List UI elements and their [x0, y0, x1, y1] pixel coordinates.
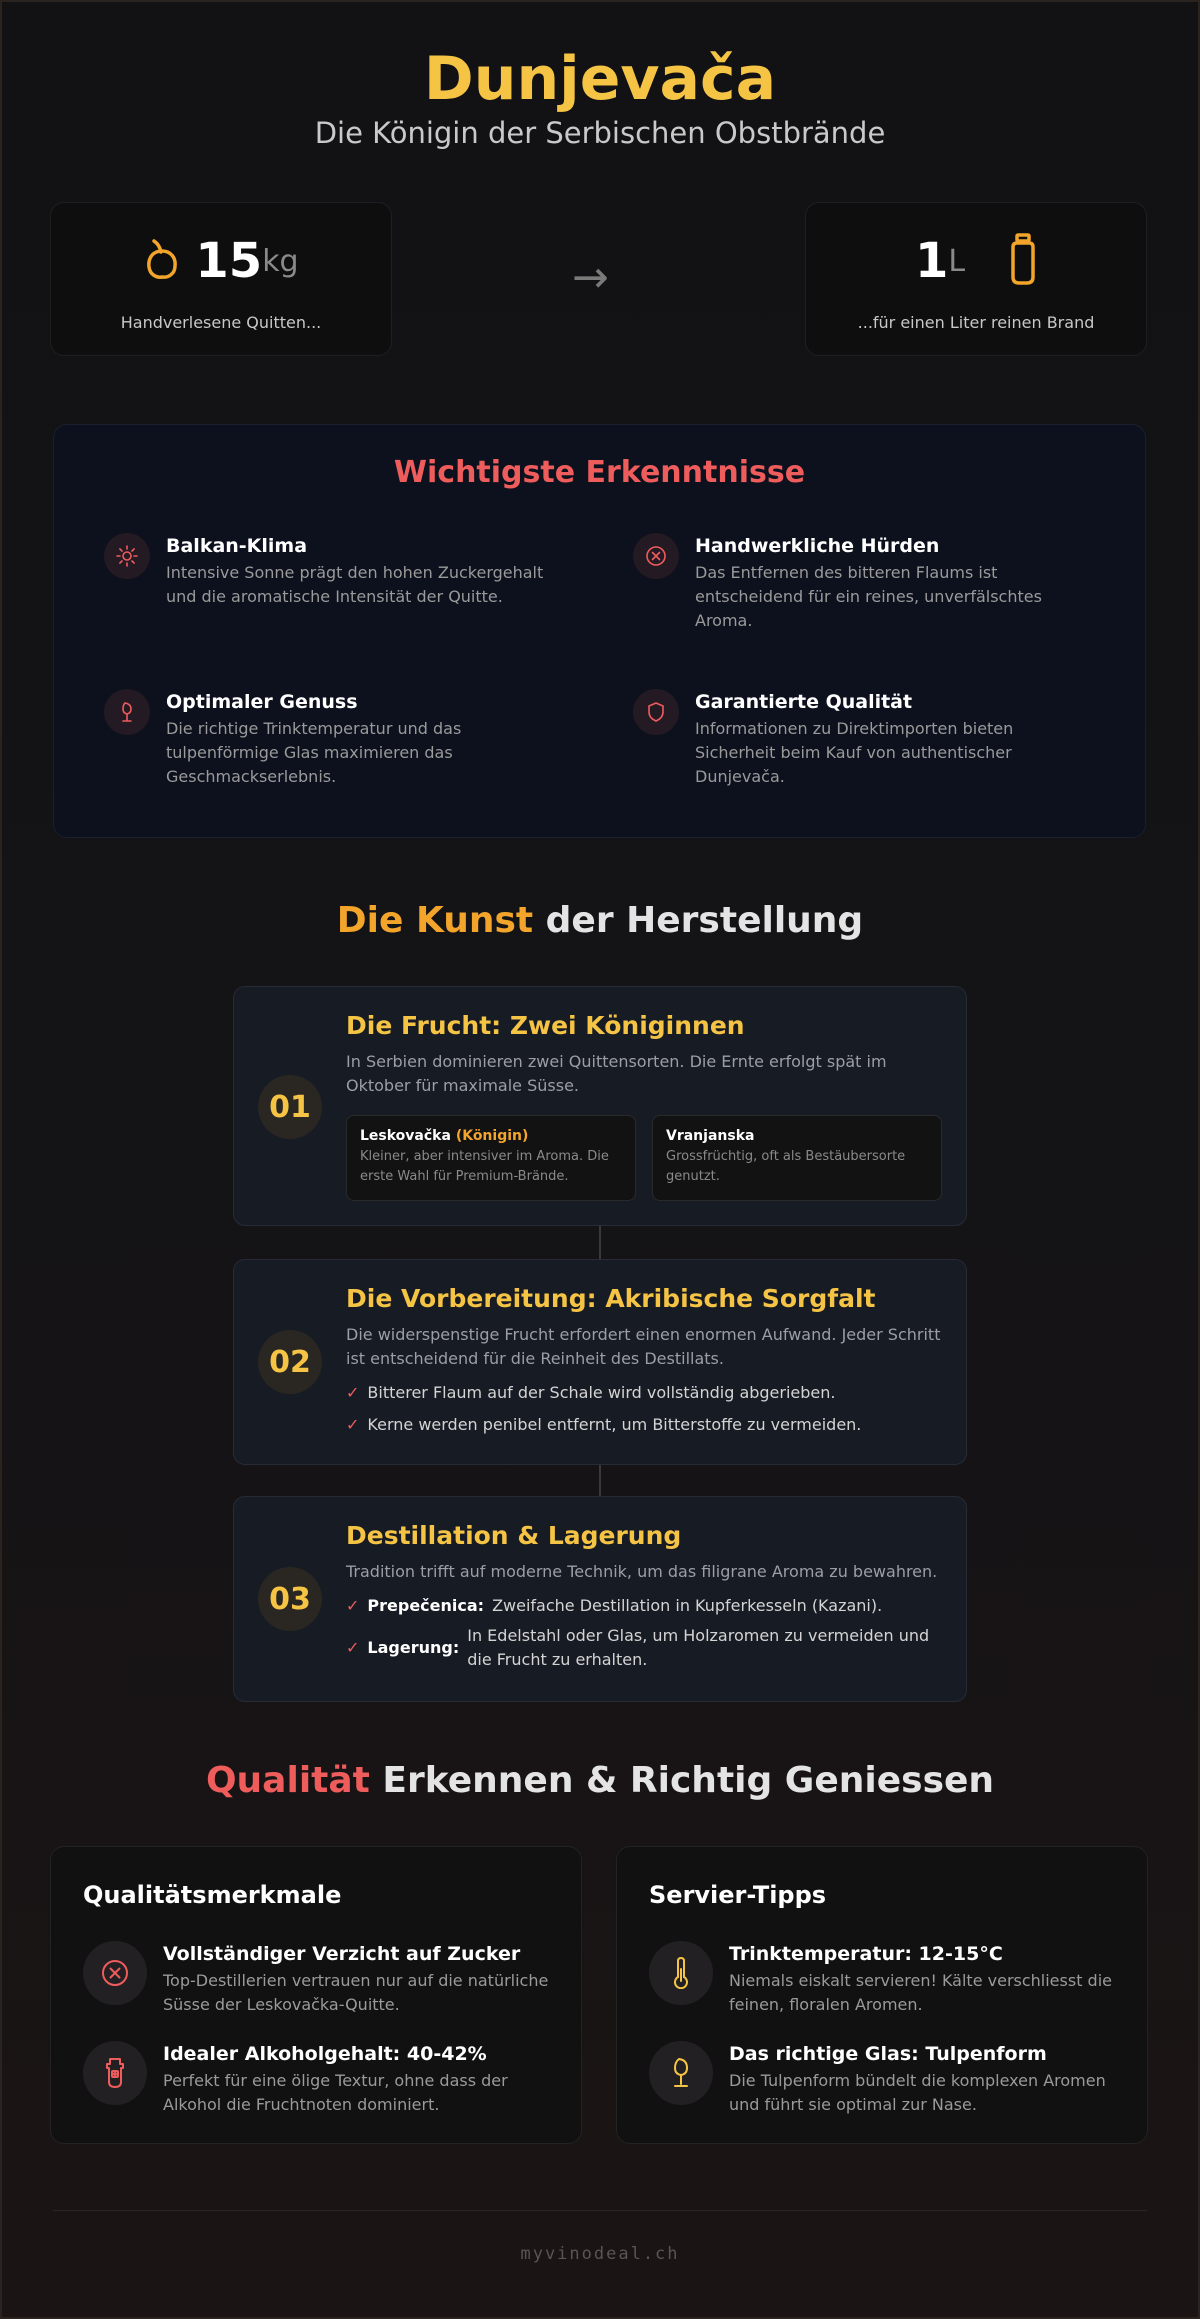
insight-item	[633, 689, 1073, 789]
step-title: Die Frucht: Zwei Königinnen	[346, 1011, 745, 1040]
serving-card	[616, 1846, 1148, 2144]
page-subtitle: Die Königin der Serbischen Obstbrände	[314, 116, 886, 150]
quality-card	[50, 1846, 582, 2144]
process-step-3	[233, 1496, 967, 1702]
check-item: ✓ Kerne werden penibel entfernt, um Bitterstoffe zu vermeiden.	[346, 1413, 946, 1437]
shield-icon	[633, 689, 679, 735]
page-header	[0, 44, 1200, 150]
glass-icon	[649, 2041, 713, 2105]
insight-desc: Die richtige Trinktemperatur und das tulpenförmige Glas maximieren das Geschmackserlebnis.	[166, 719, 462, 786]
variety-name: Leskovačka	[360, 1128, 451, 1144]
process-step-1	[233, 986, 967, 1226]
quality-item-title: Idealer Alkoholgehalt: 40-42%	[163, 2043, 487, 2065]
insight-title: Handwerkliche Hürden	[695, 535, 940, 557]
step-number: 01	[258, 1075, 322, 1139]
variety-card-leskovacka	[346, 1115, 636, 1201]
footer-site-link[interactable]: myvinodeal.ch	[520, 2244, 680, 2264]
quality-item	[83, 2041, 553, 2117]
check-icon: ✓	[346, 1415, 360, 1434]
page-title: Dunjevača	[423, 44, 777, 114]
step-desc: In Serbien dominieren zwei Quittensorten. Die Ernte erfolgt spät im Oktober für maximale Süsse.	[346, 1052, 887, 1095]
process-title-rest: der Herstellung	[533, 900, 864, 941]
insights-panel	[53, 424, 1146, 838]
quality-card-title: Qualitätsmerkmale	[83, 1881, 342, 1909]
quality-item-title: Vollständiger Verzicht auf Zucker	[163, 1943, 521, 1965]
stat-liter-number: 1	[914, 233, 949, 289]
step-title: Die Vorbereitung: Akribische Sorgfalt	[346, 1284, 876, 1313]
check-item: ✓ Lagerung: In Edelstahl oder Glas, um Holzaromen zu vermeiden und die Frucht zu erhalten.	[346, 1626, 930, 1669]
insight-title: Garantierte Qualität	[695, 691, 913, 713]
x-circle-icon	[83, 1941, 147, 2005]
serving-item	[649, 2041, 1119, 2117]
bottle-icon	[1009, 233, 1037, 289]
stat-liter	[805, 202, 1147, 356]
stat-quinces-unit: kg	[262, 243, 299, 279]
variety-card-vranjanska	[652, 1115, 942, 1201]
step-desc: Die widerspenstige Frucht erfordert einen enormen Aufwand. Jeder Schritt ist entscheidend für die Reinheit des Destillats.	[346, 1325, 941, 1368]
process-title-highlight: Die Kunst	[336, 900, 534, 941]
serving-item-title: Trinktemperatur: 12-15°C	[729, 1943, 1003, 1965]
quality-item-desc: Top-Destillerien vertrauen nur auf die natürliche Süsse der Leskovačka-Quitte.	[163, 1971, 549, 2014]
variety-desc: Grossfrüchtig, oft als Bestäubersorte genutzt.	[666, 1149, 906, 1184]
insights-title: Wichtigste Erkenntnisse	[393, 455, 806, 490]
serving-item-desc: Niemals eiskalt servieren! Kälte verschliesst die feinen, floralen Aromen.	[729, 1971, 1112, 2014]
step-desc: Tradition trifft auf moderne Technik, um das filigrane Aroma zu bewahren.	[346, 1562, 938, 1581]
step-title: Destillation & Lagerung	[346, 1521, 682, 1550]
stat-quinces-number: 15	[195, 233, 263, 289]
quality-title-highlight: Qualität	[205, 1760, 370, 1801]
quince-icon	[143, 237, 181, 285]
check-icon: ✓	[346, 1383, 360, 1402]
stat-liter-label: ...für einen Liter reinen Brand	[857, 313, 1095, 332]
quality-item	[83, 1941, 553, 2017]
x-circle-icon	[633, 533, 679, 579]
sun-icon	[104, 533, 150, 579]
quality-title	[0, 1760, 1200, 1801]
insight-desc: Intensive Sonne prägt den hohen Zuckergehalt und die aromatische Intensität der Quitte.	[166, 563, 544, 606]
thermometer-icon	[649, 1941, 713, 2005]
insight-title: Balkan-Klima	[166, 535, 308, 557]
serving-card-title: Servier-Tipps	[649, 1881, 827, 1909]
variety-tag: (Königin)	[455, 1128, 529, 1144]
variety-name: Vranjanska	[666, 1128, 755, 1144]
serving-item	[649, 1941, 1119, 2017]
stat-quinces	[50, 202, 392, 356]
insight-item	[633, 533, 1073, 633]
stat-quinces-label: Handverlesene Quitten...	[120, 313, 322, 332]
check-item: ✓ Bitterer Flaum auf der Schale wird vollständig abgerieben.	[346, 1381, 946, 1405]
insight-title: Optimaler Genuss	[166, 691, 358, 713]
step-connector	[599, 1226, 601, 1260]
insight-desc: Das Entfernen des bitteren Flaums ist entscheidend für ein reines, unverfälschtes Aroma.	[695, 563, 1042, 630]
process-step-2	[233, 1259, 967, 1465]
bottle-icon	[83, 2041, 147, 2105]
stat-liter-unit: L	[948, 243, 966, 279]
process-title	[0, 900, 1200, 941]
quality-title-rest: Erkennen & Richtig Geniessen	[369, 1760, 995, 1801]
arrow-icon: →	[572, 252, 609, 303]
check-item: ✓ Prepečenica: Zweifache Destillation in Kupferkesseln (Kazani).	[346, 1594, 946, 1618]
serving-item-desc: Die Tulpenform bündelt die komplexen Aromen und führt sie optimal zur Nase.	[729, 2071, 1106, 2114]
step-number: 02	[258, 1330, 322, 1394]
insight-item	[104, 533, 544, 609]
insight-desc: Informationen zu Direktimporten bieten Sicherheit beim Kauf von authentischer Dunjevača.	[695, 719, 1014, 786]
check-icon: ✓	[346, 1638, 360, 1657]
step-connector	[599, 1465, 601, 1497]
quality-item-desc: Perfekt für eine ölige Textur, ohne dass der Alkohol die Fruchtnoten dominiert.	[163, 2071, 508, 2114]
check-icon: ✓	[346, 1596, 360, 1615]
footer-divider	[53, 2210, 1147, 2211]
glass-icon	[104, 689, 150, 735]
serving-item-title: Das richtige Glas: Tulpenform	[729, 2043, 1047, 2065]
variety-desc: Kleiner, aber intensiver im Aroma. Die erste Wahl für Premium-Brände.	[360, 1149, 609, 1184]
insight-item	[104, 689, 544, 789]
step-number: 03	[258, 1567, 322, 1631]
